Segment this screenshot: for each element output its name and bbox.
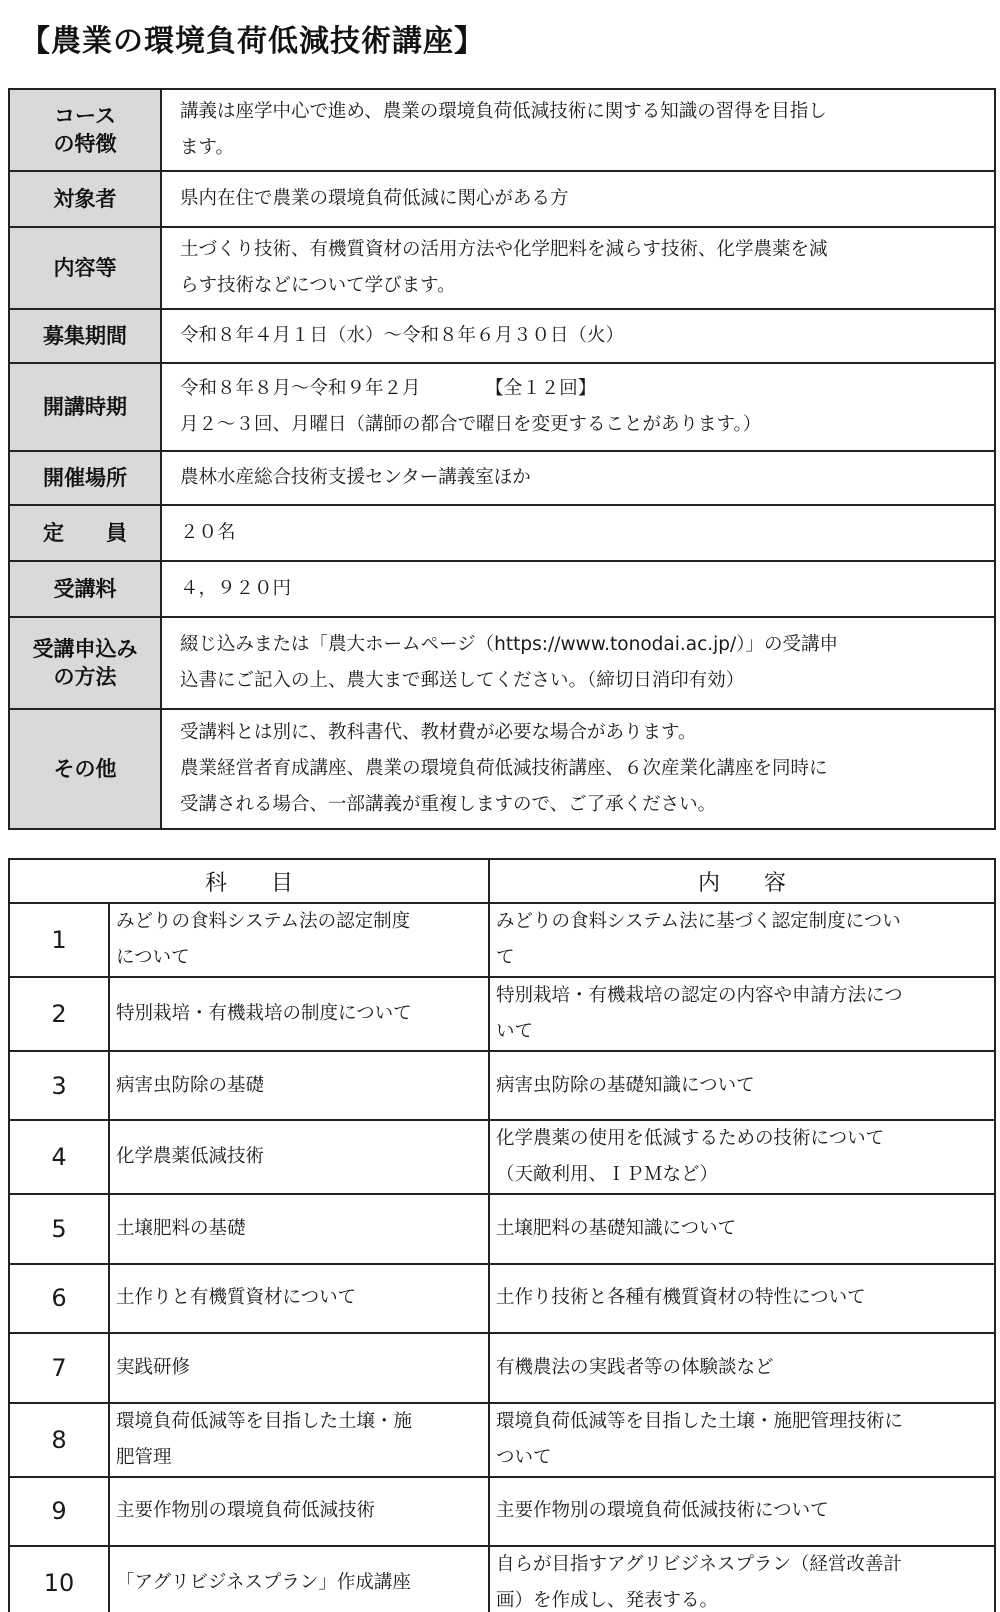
info-label-line: 受講申込み <box>32 637 138 661</box>
info-label-line: コース <box>54 104 116 128</box>
info-row <box>9 451 995 505</box>
course-content <box>489 1264 995 1333</box>
course-subject-line: 主要作物別の環境負荷低減技術 <box>116 1500 376 1522</box>
course-subject <box>109 1546 489 1612</box>
course-content <box>489 903 995 977</box>
info-label <box>9 561 161 617</box>
info-label <box>9 309 161 363</box>
info-row <box>9 171 995 227</box>
course-number: 10 <box>9 1546 109 1612</box>
table-row <box>9 1546 995 1612</box>
info-value <box>161 451 995 505</box>
info-label <box>9 171 161 227</box>
table-row <box>9 1194 995 1263</box>
info-value-line: 受講料とは別に、教科書代、教材費が必要な場合があります。 <box>180 722 697 743</box>
info-label-line: の特徴 <box>53 132 117 156</box>
info-label <box>9 451 161 505</box>
info-value-line: 令和８年４月１日（水）～令和８年６月３０日（火） <box>180 325 625 346</box>
course-number: 5 <box>9 1194 109 1263</box>
info-label-line: 募集期間 <box>43 324 127 348</box>
info-value <box>161 505 995 561</box>
course-subject <box>109 1477 489 1546</box>
course-subject-line: 化学農薬低減技術 <box>116 1146 265 1168</box>
info-label <box>9 227 161 309</box>
course-content-line: みどりの食料システム法に基づく認定制度につい <box>496 911 901 932</box>
info-row <box>9 363 995 451</box>
info-value-line: 農林水産総合技術支援センター講義室ほか <box>180 467 531 488</box>
info-value-line: 込書にご記入の上、農大まで郵送してください。（締切日消印有効） <box>180 670 745 691</box>
course-subject-line: 肥管理 <box>116 1446 172 1468</box>
table-row <box>9 1051 995 1120</box>
course-content-line: ついて <box>496 1446 552 1468</box>
info-value <box>161 89 995 171</box>
info-value-line: 月２～３回、月曜日（講師の都合で曜日を変更することがあります。） <box>180 414 762 435</box>
course-subject-line: 実践研修 <box>116 1356 191 1378</box>
info-label <box>9 505 161 561</box>
course-content-line: 土作り技術と各種有機質資材の特性について <box>496 1287 866 1309</box>
info-row <box>9 505 995 561</box>
info-value-line: 講義は座学中心で進め、農業の環境負荷低減技術に関する知識の習得を目指し <box>180 101 827 122</box>
info-value-line: ます。 <box>180 137 235 158</box>
course-number: 1 <box>9 903 109 977</box>
course-content <box>489 1120 995 1194</box>
table-row <box>9 903 995 977</box>
course-number: 6 <box>9 1264 109 1333</box>
course-content <box>489 1403 995 1477</box>
info-label-line: 対象者 <box>53 187 117 211</box>
table-row <box>9 1264 995 1333</box>
course-subject <box>109 903 489 977</box>
info-value-line: 綴じ込みまたは「農大ホームページ（https://www.tonodai.ac.jp/）」の受講申 <box>180 634 838 655</box>
course-subject-line: について <box>116 947 190 968</box>
course-subject-line: 「アグリビジネスプラン」作成講座 <box>116 1571 411 1593</box>
course-number: 9 <box>9 1477 109 1546</box>
course-subject-line: 土作りと有機質資材について <box>116 1287 357 1309</box>
course-subject-line: 土壌肥料の基礎 <box>116 1218 246 1240</box>
table-row <box>9 1477 995 1546</box>
info-value-line: ２０名 <box>180 522 236 543</box>
course-subject <box>109 1194 489 1263</box>
info-label-line: 定 員 <box>43 521 127 545</box>
course-number: 7 <box>9 1333 109 1402</box>
info-label <box>9 617 161 709</box>
header-content: 内容 <box>489 859 995 903</box>
course-content-line: （天敵利用、ＩＰＭなど） <box>496 1164 719 1186</box>
course-subject <box>109 1403 489 1477</box>
course-content-line: 画）を作成し、発表する。 <box>496 1589 719 1611</box>
info-label-line: 開催場所 <box>43 466 127 490</box>
course-content <box>489 1546 995 1612</box>
course-content-line: 化学農薬の使用を低減するための技術について <box>496 1128 885 1150</box>
course-subject <box>109 977 489 1051</box>
info-value <box>161 709 995 829</box>
course-content-line: 有機農法の実践者等の体験談など <box>496 1356 774 1378</box>
info-row <box>9 617 995 709</box>
course-content <box>489 1194 995 1263</box>
course-number: 3 <box>9 1051 109 1120</box>
course-subject <box>109 1333 489 1402</box>
course-subject-line: 環境負荷低減等を目指した土壌・施 <box>116 1410 413 1432</box>
info-row <box>9 227 995 309</box>
info-label <box>9 363 161 451</box>
course-content-line: 病害虫防除の基礎知識について <box>496 1074 755 1096</box>
info-value-line: 土づくり技術、有機質資材の活用方法や化学肥料を減らす技術、化学農薬を減 <box>180 239 828 260</box>
course-number: 4 <box>9 1120 109 1194</box>
course-content <box>489 1333 995 1402</box>
info-label <box>9 709 161 829</box>
info-label-line: の方法 <box>53 665 117 689</box>
course-content <box>489 1477 995 1546</box>
course-content-line: 主要作物別の環境負荷低減技術について <box>496 1500 829 1522</box>
info-label-line: 受講料 <box>53 577 117 601</box>
info-value-line: ４，９２０円 <box>180 578 292 599</box>
course-content-line: 自らが目指すアグリビジネスプラン（経営改善計 <box>496 1553 902 1575</box>
info-label-line: 内容等 <box>53 256 117 280</box>
course-content-line: 特別栽培・有機栽培の認定の内容や申請方法につ <box>496 985 903 1006</box>
course-subject <box>109 1051 489 1120</box>
course-info-table <box>8 88 996 830</box>
info-row <box>9 709 995 829</box>
page-title: 【農業の環境負荷低減技術講座】 <box>20 24 485 59</box>
curriculum-header-row <box>9 859 995 903</box>
table-row <box>9 977 995 1051</box>
course-content-line: いて <box>496 1021 534 1042</box>
info-value <box>161 171 995 227</box>
course-subject-line: 特別栽培・有機栽培の制度について <box>116 1003 412 1024</box>
course-content-line: 土壌肥料の基礎知識について <box>496 1218 737 1240</box>
info-value <box>161 617 995 709</box>
info-row <box>9 89 995 171</box>
info-value-line: らす技術などについて学びます。 <box>180 275 456 296</box>
curriculum-table <box>8 858 996 1612</box>
info-value <box>161 363 995 451</box>
course-subject-line: 病害虫防除の基礎 <box>116 1074 265 1096</box>
table-row <box>9 1120 995 1194</box>
info-label-line: その他 <box>53 757 117 781</box>
header-subject: 科目 <box>9 859 489 903</box>
info-label <box>9 89 161 171</box>
info-value-line: 農業経営者育成講座、農業の環境負荷低減技術講座、６次産業化講座を同時に <box>180 758 828 779</box>
course-content-line: て <box>496 947 515 968</box>
course-subject <box>109 1120 489 1194</box>
course-subject-line: みどりの食料システム法の認定制度 <box>116 911 411 932</box>
course-content <box>489 1051 995 1120</box>
course-content-line: 環境負荷低減等を目指した土壌・施肥管理技術に <box>496 1410 904 1432</box>
info-value-line: 令和８年８月～令和９年２月 【全１２回】 <box>180 378 597 399</box>
table-row <box>9 1333 995 1402</box>
course-number: 2 <box>9 977 109 1051</box>
course-number: 8 <box>9 1403 109 1477</box>
info-value <box>161 227 995 309</box>
info-row <box>9 309 995 363</box>
info-value <box>161 309 995 363</box>
course-content <box>489 977 995 1051</box>
info-value <box>161 561 995 617</box>
info-label-line: 開講時期 <box>43 395 127 419</box>
course-subject <box>109 1264 489 1333</box>
table-row <box>9 1403 995 1477</box>
info-row <box>9 561 995 617</box>
info-value-line: 県内在住で農業の環境負荷低減に関心がある方 <box>180 188 569 209</box>
info-value-line: 受講される場合、一部講義が重複しますので、ご了承ください。 <box>180 794 717 815</box>
